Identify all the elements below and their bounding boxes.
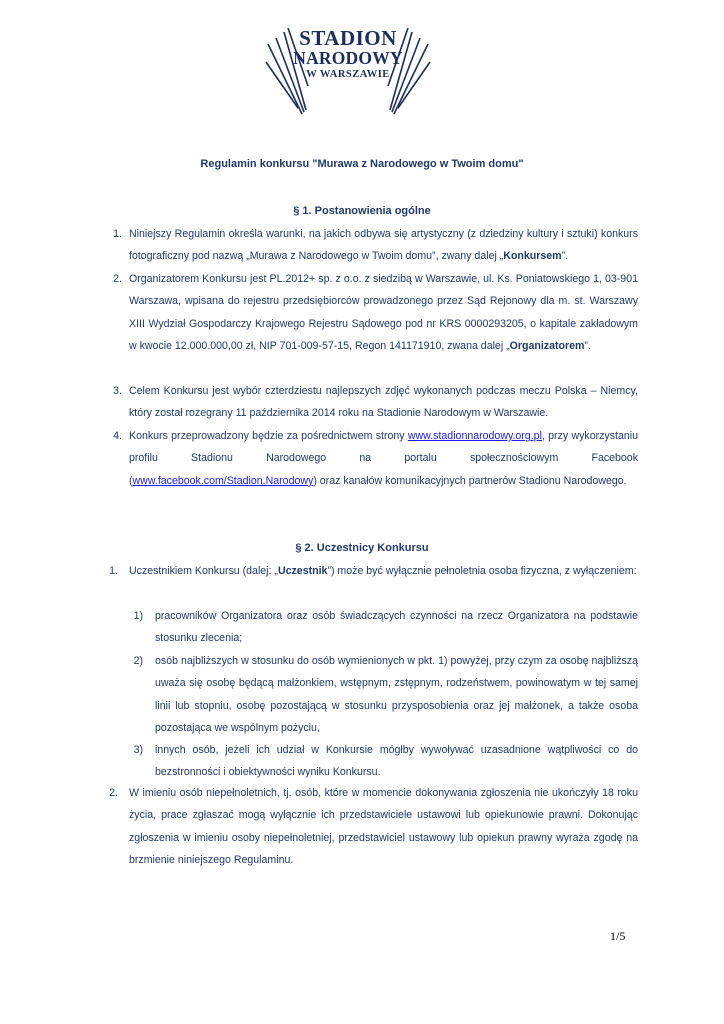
s1-item-1-number: 1.: [113, 228, 122, 240]
section-2-heading: § 2. Uczestnicy Konkursu: [295, 542, 429, 554]
s2-subitem-1-text: pracowników Organizatora oraz osób świadczących czynności na rzecz Organizatora na podstawie stosunku zlecenia;: [155, 610, 638, 645]
s2-item-1-number: 1.: [109, 565, 118, 577]
document-title: Regulamin konkursu "Murawa z Narodowego w Twoim domu": [200, 158, 524, 170]
s2-item-2-text: W imieniu osób niepełnoletnich, tj. osób, które w momencie dokonywania zgłoszenia nie ukończyły 18 roku życia, prace zgłaszać mogą wyłącznie ich przedstawiciele ustawowi lub opiekunowie prawni. Dokonując zgłoszenia w imieniu osoby niepełnoletniej, przedstawiciel ustawowy lub opiekun prawny wyraża zgodę na brzmienie niniejszego Regulaminu.: [129, 787, 638, 867]
s1-item-3-text: Celem Konkursu jest wybór czterdziestu najlepszych zdjęć wykonanych podczas meczu Polska – Niemcy, który został rozegrany 11 października 2014 roku na Stadionie Narodowym w Warszawie.: [129, 385, 638, 420]
s2-item-2-number: 2.: [109, 787, 118, 799]
facebook-profile-link[interactable]: www.facebook.com/Stadion.Narodowy: [132, 474, 314, 487]
logo-line-3: W WARSZAWIE: [306, 69, 390, 80]
s1-item-1-text: Niniejszy Regulamin określa warunki, na jakich odbywa się artystyczny (z dziedziny kultury i sztuki) konkurs fotograficzny pod nazwą „Murawa z Narodowego w Twoim domu”, zwany dalej „Konkursem”.: [129, 228, 638, 263]
s2-subitem-3-number: 3): [133, 744, 143, 756]
s1-item-2-text: Organizatorem Konkursu jest PL.2012+ sp. z o.o. z siedzibą w Warszawie, ul. Ks. Poniatowskiego 1, 03-901 Warszawa, wpisana do rejestru przedsiębiorców prowadzonego przez Sąd Rejonowy dla m. st. Warszawy XIII Wydział Gospodarczy Krajowego Rejestru Sądowego pod nr KRS 0000293205, o kapitale zakładowym w kwocie 12.000.000,00 zł, NIP 701-009-57-15, Regon 141171910, zwana dalej „Organizatorem”.: [129, 273, 638, 353]
section-1-heading: § 1. Postanowienia ogólne: [293, 205, 431, 217]
logo-line-1: STADION: [299, 26, 397, 50]
page-number: 1/5: [610, 929, 626, 943]
stadion-narodowy-logo: [258, 26, 438, 116]
s2-subitem-1-number: 1): [133, 610, 143, 622]
s2-subitem-3-text: innych osób, jeżeli ich udział w Konkursie mógłby wywoływać uzasadnione wątpliwości co do bezstronności i obiektywności wyniku Konkursu.: [155, 744, 638, 779]
logo-line-2: NARODOWY: [293, 48, 403, 68]
stadion-website-link[interactable]: www.stadionnarodowy.org.pl: [407, 430, 542, 442]
s1-item-2-number: 2.: [113, 273, 122, 285]
s1-item-4-number: 4.: [113, 430, 122, 442]
s2-subitem-2-text: osób najbliższych w stosunku do osób wymienionych w pkt. 1) powyżej, przy czym za osobę najbliższą uważa się osobę będącą małżonkiem, wstępnym, zstępnym, rodzeństwem, powinowatym w tej samej linii lub stopniu, osobę pozostającą w stosunku przysposobienia oraz jej małżonek, a także osoba pozostająca we wspólnym pożyciu,: [155, 655, 638, 735]
s2-subitem-2-number: 2): [133, 655, 143, 667]
s1-item-4-text: Konkurs przeprowadzony będzie za pośrednictwem strony www.stadionnarodowy.org.pl, przy wykorzystaniu profilu Stadionu Narodowego na portalu społecznościowym Facebook (www.facebook.com/Stadion.Narodowy) oraz kanałów komunikacyjnych partnerów Stadionu Narodowego.: [129, 430, 638, 487]
s1-item-3-number: 3.: [113, 385, 122, 397]
s2-item-1-text: Uczestnikiem Konkursu (dalej: „Uczestnik”) może być wyłącznie pełnoletnia osoba fizyczna, z wyłączeniem:: [129, 565, 637, 577]
